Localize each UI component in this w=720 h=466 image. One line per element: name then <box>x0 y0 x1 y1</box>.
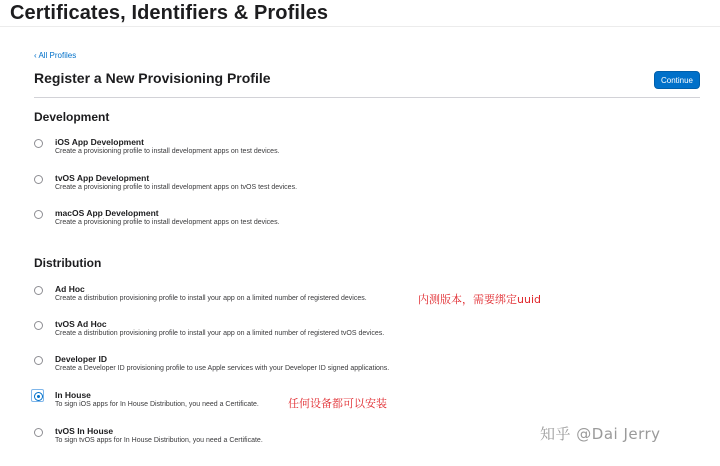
option-description: To sign iOS apps for In House Distribution, you need a Certificate. <box>55 401 259 408</box>
radio-button[interactable] <box>34 321 43 330</box>
radio-button[interactable] <box>34 356 43 365</box>
option-title: In House <box>55 390 91 400</box>
radio-button[interactable] <box>34 175 43 184</box>
option-title: Ad Hoc <box>55 284 85 294</box>
radio-button[interactable] <box>34 286 43 295</box>
option-title: tvOS In House <box>55 426 114 436</box>
distribution-heading: Distribution <box>34 256 102 270</box>
header-divider <box>0 26 720 27</box>
radio-button-selected[interactable] <box>34 392 43 401</box>
option-description: Create a distribution provisioning profile to install your app on a limited number of registered tvOS devices. <box>55 330 385 337</box>
option-title: iOS App Development <box>55 137 144 147</box>
in-house-annotation: 任何设备都可以安装 <box>288 397 387 410</box>
development-heading: Development <box>34 110 110 124</box>
option-description: Create a provisioning profile to install development apps on tvOS test devices. <box>55 184 298 191</box>
watermark: 知乎 @Dai Jerry <box>540 425 661 443</box>
option-title: tvOS App Development <box>55 173 150 183</box>
form-title: Register a New Provisioning Profile <box>34 70 271 86</box>
option-description: Create a Developer ID provisioning profile to use Apple services with your Developer ID signed applications. <box>55 365 390 372</box>
option-description: Create a distribution provisioning profile to install your app on a limited number of registered devices. <box>55 295 367 302</box>
form-divider <box>34 97 700 98</box>
option-description: To sign tvOS apps for In House Distribution, you need a Certificate. <box>55 437 263 444</box>
option-title: macOS App Development <box>55 208 159 218</box>
radio-button[interactable] <box>34 139 43 148</box>
option-title: tvOS Ad Hoc <box>55 319 107 329</box>
option-description: Create a provisioning profile to install development apps on test devices. <box>55 219 280 226</box>
all-profiles-link[interactable]: ‹ All Profiles <box>34 51 77 60</box>
ad-hoc-annotation: 内测版本，需要绑定uuid <box>418 293 541 306</box>
radio-button[interactable] <box>34 428 43 437</box>
option-description: Create a provisioning profile to install development apps on test devices. <box>55 148 280 155</box>
option-title: Developer ID <box>55 354 107 364</box>
radio-button[interactable] <box>34 210 43 219</box>
continue-button[interactable]: Continue <box>654 71 700 89</box>
page-title: Certificates, Identifiers & Profiles <box>10 2 329 24</box>
